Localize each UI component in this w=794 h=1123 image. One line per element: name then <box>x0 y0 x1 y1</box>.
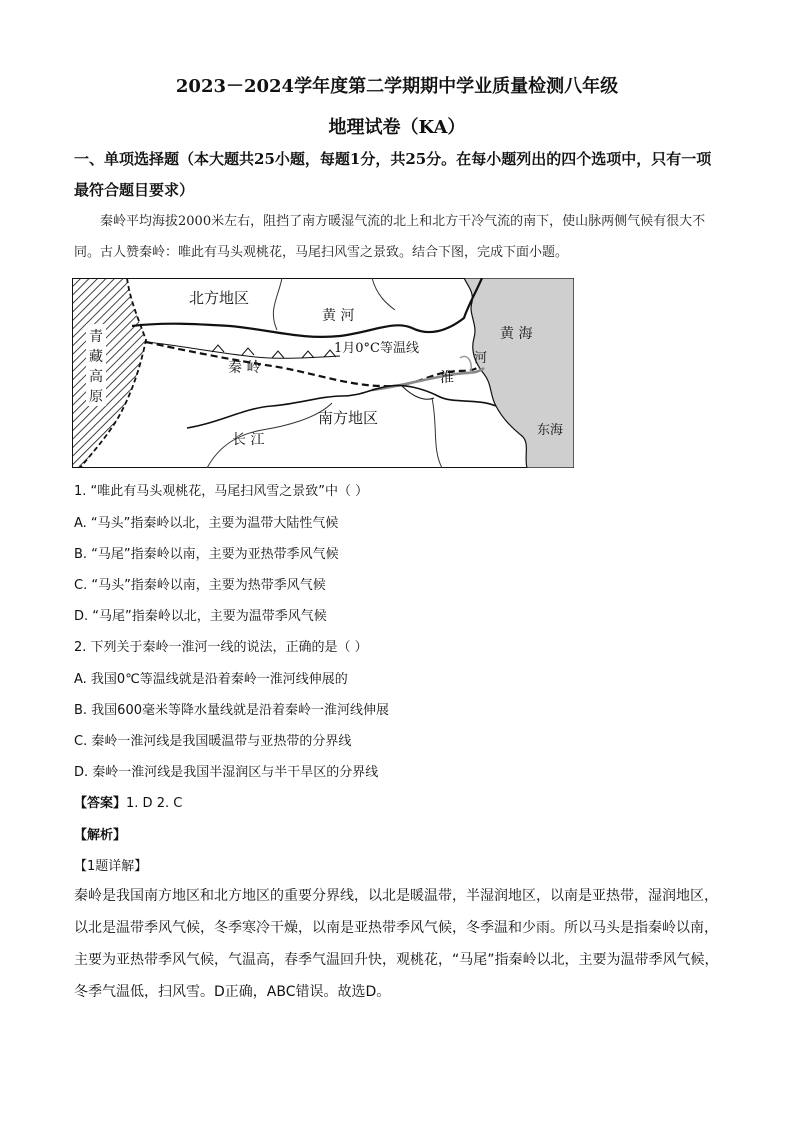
qinling-map <box>72 278 574 468</box>
question-1-option-b: B. “马尾”指秦岭以南，主要为亚热带季风气候 <box>74 547 339 562</box>
label-he: 河 <box>474 351 488 366</box>
svg-text:高: 高 <box>89 369 103 385</box>
answer-label: 【答案】 <box>74 796 127 811</box>
analysis-text: 秦岭是我国南方地区和北方地区的重要分界线，以北是暖温带，半湿润地区，以南是亚热带，湿润地区，以北是温带季风气候，冬季寒冷干燥，以南是亚热带季风气候，冬季温和少雨。所以马头是指秦岭以南，主要为亚热带季风气候，气温高，春季气温回升快，观桃花，“马尾”指秦岭以北，主要为温带季风气候，冬季气温低，扫风雪。D正确，ABC错误。故选D。 <box>74 888 719 1000</box>
question-1-option-d: D. “马尾”指秦岭以北，主要为温带季风气候 <box>74 609 327 624</box>
question-2-option-a: A. 我国0℃等温线就是沿着秦岭一淮河线伸展的 <box>74 672 348 687</box>
label-yellow-river: 黄 河 <box>322 308 355 324</box>
exam-subtitle: 地理试卷（KA） <box>328 117 466 138</box>
answer-text: 1. D 2. C <box>126 796 183 811</box>
exam-title: 2023－2024学年度第二学期期中学业质量检测八年级 <box>175 76 619 97</box>
answer-line <box>74 794 182 814</box>
label-yellow-sea: 黄 海 <box>500 326 533 342</box>
svg-text:原: 原 <box>89 389 103 405</box>
question-1-stem: 1. “唯此有马头观桃花，马尾扫风雪之景致”中（ ） <box>74 484 369 499</box>
label-east-sea: 东海 <box>537 423 564 438</box>
section-intro: 秦岭平均海拔2000米左右，阻挡了南方暖湿气流的北上和北方干冷气流的南下，使山脉两侧气候有很大不同。古人赞秦岭：唯此有马头观桃花，马尾扫风雪之景致。结合下图，完成下面小题。 <box>74 214 706 260</box>
section-heading: 一、单项选择题（本大题共25小题，每题1分，共25分。在每小题列出的四个选项中，只有一项最符合题目要求） <box>74 150 712 199</box>
question-1-option-c: C. “马头”指秦岭以南，主要为热带季风气候 <box>74 578 326 593</box>
question-2-option-d: D. 秦岭一淮河线是我国半湿润区与半干旱区的分界线 <box>74 765 379 780</box>
label-tibetan-plateau <box>86 324 106 406</box>
question-2-stem: 2. 下列关于秦岭一淮河一线的说法，正确的是（ ） <box>74 640 368 655</box>
label-yangtze: 长 江 <box>232 432 265 448</box>
detail-label: 【1题详解】 <box>74 859 148 874</box>
svg-text:藏: 藏 <box>89 349 103 365</box>
svg-text:青: 青 <box>89 329 103 345</box>
label-isotherm: 1月0°C等温线 <box>334 341 419 356</box>
label-south-region: 南方地区 <box>318 409 379 427</box>
analysis-label: 【解析】 <box>74 828 127 843</box>
question-1-option-a: A. “马头”指秦岭以北，主要为温带大陆性气候 <box>74 516 339 531</box>
label-qinling: 秦 岭 <box>228 360 261 376</box>
question-2-option-b: B. 我国600毫米等降水量线就是沿着秦岭一淮河线伸展 <box>74 703 389 718</box>
question-2-option-c: C. 秦岭一淮河线是我国暖温带与亚热带的分界线 <box>74 734 352 749</box>
label-north-region: 北方地区 <box>189 289 250 307</box>
label-huai: 淮 <box>440 370 454 386</box>
